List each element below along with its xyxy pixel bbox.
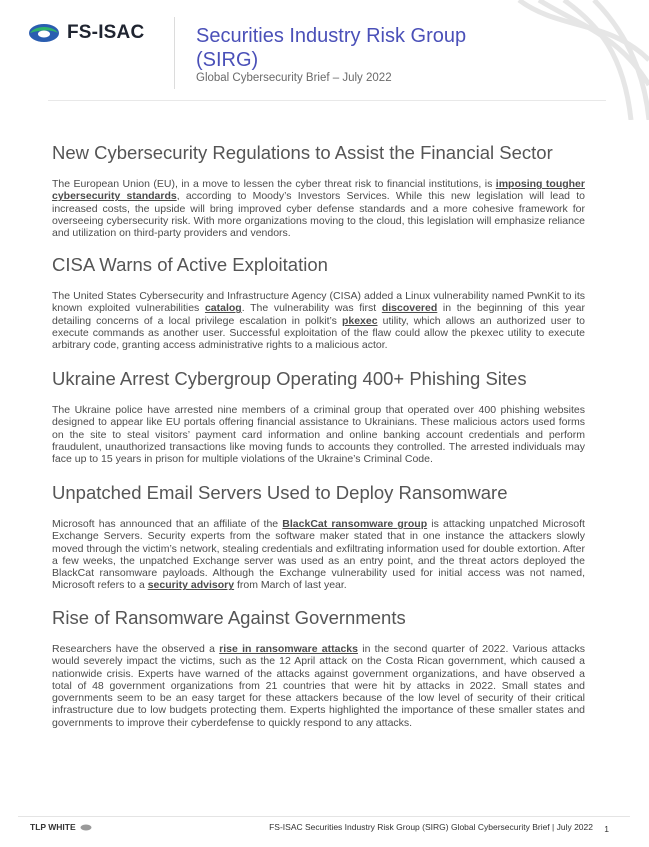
header-rule [48, 100, 606, 101]
page-title: Securities Industry Risk Group (SIRG) [196, 25, 467, 71]
header-divider [174, 17, 175, 89]
catalog-link[interactable]: catalog [204, 302, 242, 315]
article-cisa [52, 254, 585, 351]
article-governments [52, 607, 585, 729]
article-body [52, 518, 585, 592]
ransomware-rise-link[interactable]: rise in ransomware attacks [219, 643, 358, 655]
body-text: is attacking unpatched Microsoft Exchange Servers. Security experts from the software maker stated that in one instance the attackers slowly moved through the victim’s network, stealing credentials and exfiltrating information used for double extortion. After a few weeks, the unpatched Exchange server was used as an entry point, and the threat actors deployed the BlackCat ransomware payloads. Although the Exchange vulnerability used for initial access was not named, Microsoft refers to a [52, 518, 585, 592]
page-footer [0, 812, 649, 847]
logo-text: FS-ISAC [67, 22, 145, 43]
body-text: Researchers have the observed a [52, 643, 220, 655]
body-text: in the second quarter of 2022. Various attacks would severely impact the victims, such as the 12 April attack on the Costa Rican government, which caused a nationwide crisis. Experts have warned of the attacks against government organizations, and have observed a total of 48 government organizations from 21 countries that were hit by attacks in 2022. Small states and governments seem to be an easy target for these attackers because of the low level of security of their critical infrastructure due to low budgets protecting them. Experts highlighted the importance of these smaller states and governments to improve their cyberdefense to quickly respond to any attacks. [52, 643, 585, 729]
tlp-text: TLP WHITE [30, 822, 76, 832]
page-number: 1 [604, 824, 609, 834]
fs-isac-logo-icon [27, 22, 61, 44]
article-title: New Cybersecurity Regulations to Assist the Financial Sector [52, 142, 553, 163]
footer-text: FS-ISAC Securities Industry Risk Group (SIRG) Global Cybersecurity Brief | July 2022 [269, 822, 593, 832]
discovered-link[interactable]: discovered [381, 302, 438, 315]
body-text: from March of last year. [234, 579, 347, 592]
pkexec-link[interactable]: pkexec [341, 314, 378, 327]
footer-rule [18, 816, 630, 817]
article-email-servers [52, 482, 585, 592]
article-body: The Ukraine police have arrested nine members of a criminal group that operated over 400 phishing websites designed to appear like EU portals offering financial assistance to Ukrainians. These malicious actors used forms on the site to steal visitors’ payment card information and online banking account credentials and perform fraudulent, unauthorized transactions like moving funds to accounts they controlled. The arrested individuals may face up to 15 years in prison for multiple violations of the Ukraine’s Criminal Code. [52, 404, 585, 466]
article-regulations [52, 142, 585, 239]
article-title: Ukraine Arrest Cybergroup Operating 400+ Phishing Sites [52, 368, 527, 389]
body-text: , according to Moody’s Investors Services. While this new legislation will lead to increased costs, the upside will bring improved cyber defense standards and a more cohesive framework for overseeing cybersecurity risk. With more organizations moving to the cloud, this legislation will emphasize reliance and utilization on third-party providers and vendors. [52, 190, 585, 240]
body-text: The European Union (EU), in a move to lessen the cyber threat risk to financial institutions, is [52, 178, 496, 190]
article-title: Rise of Ransomware Against Governments [52, 607, 406, 628]
body-text: . The vulnerability was first [241, 302, 382, 315]
body-text: Microsoft has announced that an affiliate of the [52, 518, 283, 530]
article-body [52, 643, 585, 729]
page-subtitle: Global Cybersecurity Brief – July 2022 [196, 72, 392, 84]
security-advisory-link[interactable]: security advisory [147, 579, 235, 592]
body-text: in the beginning of this year detailing concerns of a local privilege escalation in polkit’s [52, 302, 586, 327]
article-body [52, 290, 585, 351]
article-title: Unpatched Email Servers Used to Deploy Ransomware [52, 482, 508, 503]
tlp-icon [80, 824, 92, 831]
article-ukraine [52, 368, 585, 465]
page-header [0, 0, 649, 102]
article-body [52, 178, 585, 239]
body-text: utility, which allows an authorized user to execute commands as another user. Successful exploitation of the flaw could allow the pkexec utility to execute arbitrary code, granting access administrative rights to a malicious actor. [52, 314, 585, 352]
body-text: The United States Cybersecurity and Infrastructure Agency (CISA) added a Linux vulnerability named PwnKit to its known exploited vulnerabilities [52, 290, 585, 315]
fs-isac-logo [27, 22, 144, 44]
blackcat-link[interactable]: BlackCat ransomware group [282, 518, 428, 530]
article-title: CISA Warns of Active Exploitation [52, 254, 328, 275]
imposing-standards-link[interactable]: imposing tougher cybersecurity standards [52, 178, 585, 203]
tlp-label [30, 822, 92, 832]
